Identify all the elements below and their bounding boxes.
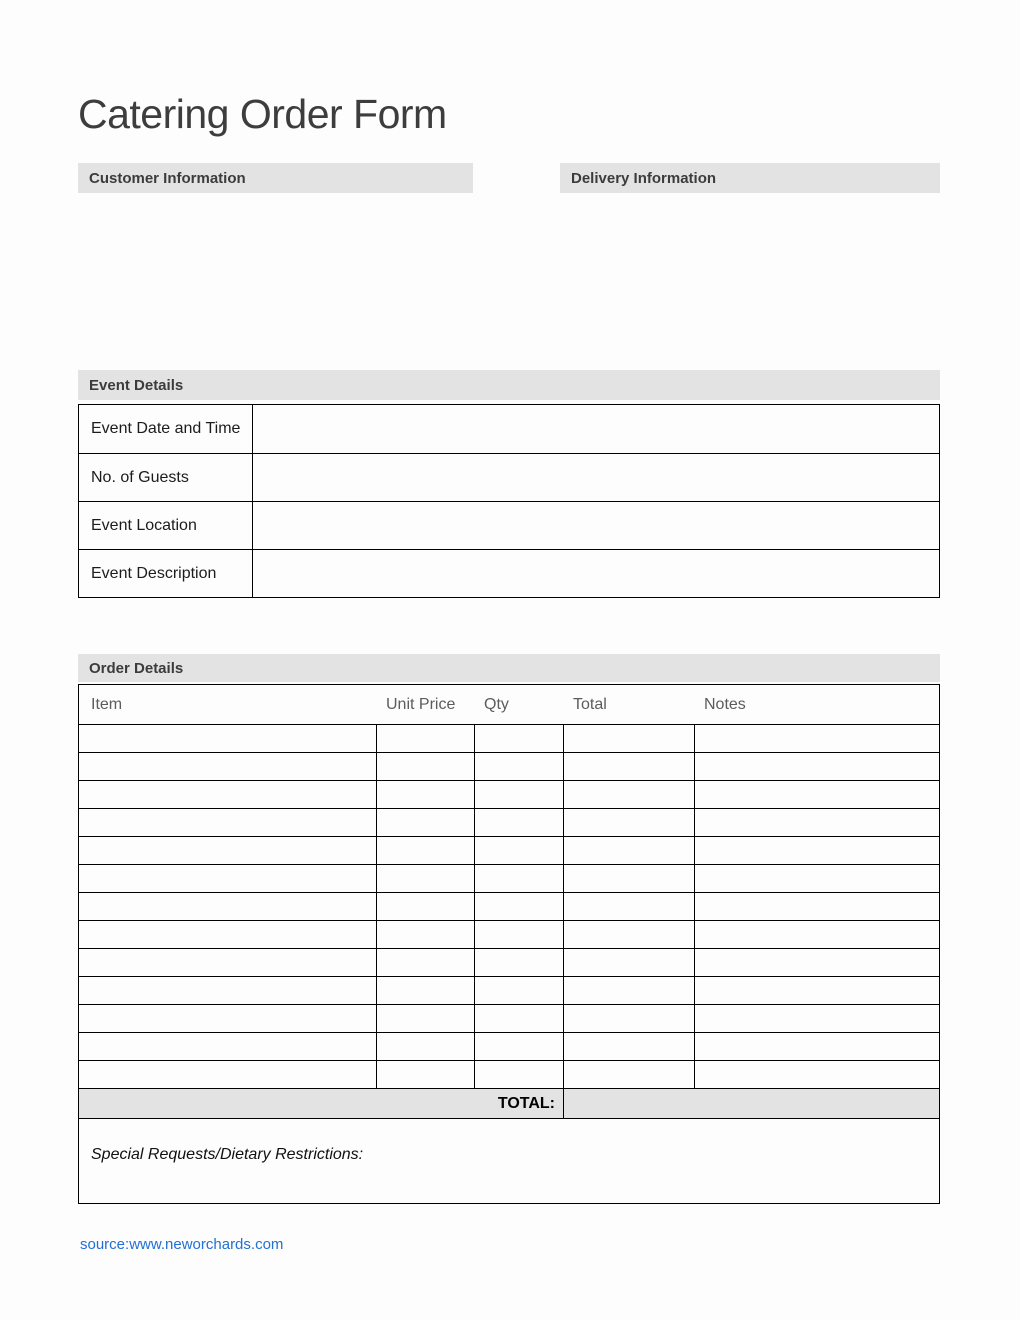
order-table — [78, 684, 940, 1119]
order-row — [79, 1032, 939, 1060]
order-row — [79, 976, 939, 1004]
order-cell-qty[interactable] — [474, 837, 563, 864]
order-cell-total[interactable] — [563, 1005, 694, 1032]
total-value-cell[interactable] — [563, 1089, 939, 1118]
order-cell-notes[interactable] — [694, 1005, 939, 1032]
order-cell-total[interactable] — [563, 977, 694, 1004]
col-header-qty: Qty — [484, 695, 509, 713]
event-row-label: Event Date and Time — [79, 405, 253, 453]
order-cell-unit-price[interactable] — [376, 865, 474, 892]
event-details-header: Event Details — [78, 370, 940, 400]
order-row — [79, 836, 939, 864]
order-row — [79, 752, 939, 780]
order-cell-total[interactable] — [563, 781, 694, 808]
order-cell-unit-price[interactable] — [376, 725, 474, 752]
order-cell-notes[interactable] — [694, 781, 939, 808]
order-cell-total[interactable] — [563, 809, 694, 836]
order-row — [79, 1004, 939, 1032]
event-row — [79, 501, 939, 549]
order-cell-qty[interactable] — [474, 1005, 563, 1032]
col-header-total: Total — [573, 695, 607, 713]
col-header-notes: Notes — [704, 695, 746, 713]
order-cell-unit-price[interactable] — [376, 949, 474, 976]
order-cell-total[interactable] — [563, 837, 694, 864]
order-row — [79, 920, 939, 948]
order-cell-qty[interactable] — [474, 781, 563, 808]
order-header-row — [79, 685, 939, 724]
order-cell-qty[interactable] — [474, 865, 563, 892]
order-cell-total[interactable] — [563, 753, 694, 780]
col-header-unit-price: Unit Price — [386, 695, 456, 713]
order-cell-item[interactable] — [79, 865, 376, 892]
order-row — [79, 1060, 939, 1088]
source-link[interactable]: source:www.neworchards.com — [80, 1236, 284, 1253]
order-cell-qty[interactable] — [474, 725, 563, 752]
order-cell-total[interactable] — [563, 725, 694, 752]
event-row-value-cell[interactable] — [253, 502, 939, 549]
order-cell-item[interactable] — [79, 809, 376, 836]
order-cell-notes[interactable] — [694, 865, 939, 892]
order-cell-unit-price[interactable] — [376, 1061, 474, 1088]
event-row-label: Event Description — [79, 550, 253, 597]
special-requests-box[interactable] — [78, 1119, 940, 1204]
order-row — [79, 808, 939, 836]
order-cell-qty[interactable] — [474, 949, 563, 976]
order-cell-unit-price[interactable] — [376, 781, 474, 808]
col-header-item: Item — [91, 695, 123, 713]
order-row — [79, 948, 939, 976]
special-requests-label: Special Requests/Dietary Restrictions: — [91, 1146, 364, 1163]
order-cell-notes[interactable] — [694, 1061, 939, 1088]
order-cell-notes[interactable] — [694, 949, 939, 976]
event-row-label: Event Location — [79, 502, 253, 549]
order-cell-total[interactable] — [563, 921, 694, 948]
event-row — [79, 405, 939, 453]
order-cell-item[interactable] — [79, 725, 376, 752]
order-row — [79, 724, 939, 752]
event-row-label: No. of Guests — [79, 454, 253, 501]
order-cell-total[interactable] — [563, 949, 694, 976]
total-row — [79, 1088, 939, 1118]
customer-information-header: Customer Information — [78, 163, 473, 193]
order-cell-qty[interactable] — [474, 921, 563, 948]
order-cell-item[interactable] — [79, 1005, 376, 1032]
order-cell-notes[interactable] — [694, 809, 939, 836]
order-cell-item[interactable] — [79, 1061, 376, 1088]
order-cell-qty[interactable] — [474, 1033, 563, 1060]
order-cell-notes[interactable] — [694, 977, 939, 1004]
order-cell-item[interactable] — [79, 781, 376, 808]
total-label: TOTAL: — [497, 1094, 555, 1112]
order-cell-notes[interactable] — [694, 893, 939, 920]
order-details-section — [78, 654, 940, 1204]
event-row — [79, 549, 939, 597]
order-cell-notes[interactable] — [694, 837, 939, 864]
order-row — [79, 780, 939, 808]
info-header-row — [78, 163, 940, 193]
event-row — [79, 453, 939, 501]
order-cell-unit-price[interactable] — [376, 809, 474, 836]
order-cell-qty[interactable] — [474, 809, 563, 836]
order-cell-unit-price[interactable] — [376, 1033, 474, 1060]
order-cell-item[interactable] — [79, 1033, 376, 1060]
order-row — [79, 892, 939, 920]
order-cell-unit-price[interactable] — [376, 977, 474, 1004]
order-cell-qty[interactable] — [474, 753, 563, 780]
order-cell-item[interactable] — [79, 949, 376, 976]
event-row-value-cell[interactable] — [253, 405, 939, 453]
order-cell-notes[interactable] — [694, 725, 939, 752]
order-cell-unit-price[interactable] — [376, 893, 474, 920]
order-rows — [79, 724, 939, 1088]
event-details-section — [78, 370, 940, 598]
order-cell-item[interactable] — [79, 837, 376, 864]
order-cell-total[interactable] — [563, 1033, 694, 1060]
event-row-value-cell[interactable] — [253, 454, 939, 501]
order-cell-notes[interactable] — [694, 753, 939, 780]
order-cell-total[interactable] — [563, 893, 694, 920]
order-cell-notes[interactable] — [694, 1033, 939, 1060]
order-cell-item[interactable] — [79, 977, 376, 1004]
event-table — [78, 404, 940, 598]
order-cell-qty[interactable] — [474, 977, 563, 1004]
event-row-value-cell[interactable] — [253, 550, 939, 597]
order-cell-total[interactable] — [563, 865, 694, 892]
order-cell-qty[interactable] — [474, 893, 563, 920]
order-cell-unit-price[interactable] — [376, 1005, 474, 1032]
order-cell-notes[interactable] — [694, 921, 939, 948]
order-row — [79, 864, 939, 892]
order-cell-unit-price[interactable] — [376, 837, 474, 864]
order-cell-unit-price[interactable] — [376, 753, 474, 780]
order-details-header: Order Details — [78, 654, 940, 682]
page-title: Catering Order Form — [78, 91, 447, 137]
order-cell-item[interactable] — [79, 753, 376, 780]
order-cell-unit-price[interactable] — [376, 921, 474, 948]
order-cell-item[interactable] — [79, 921, 376, 948]
order-cell-qty[interactable] — [474, 1061, 563, 1088]
order-cell-item[interactable] — [79, 893, 376, 920]
order-cell-total[interactable] — [563, 1061, 694, 1088]
delivery-information-header: Delivery Information — [560, 163, 940, 193]
